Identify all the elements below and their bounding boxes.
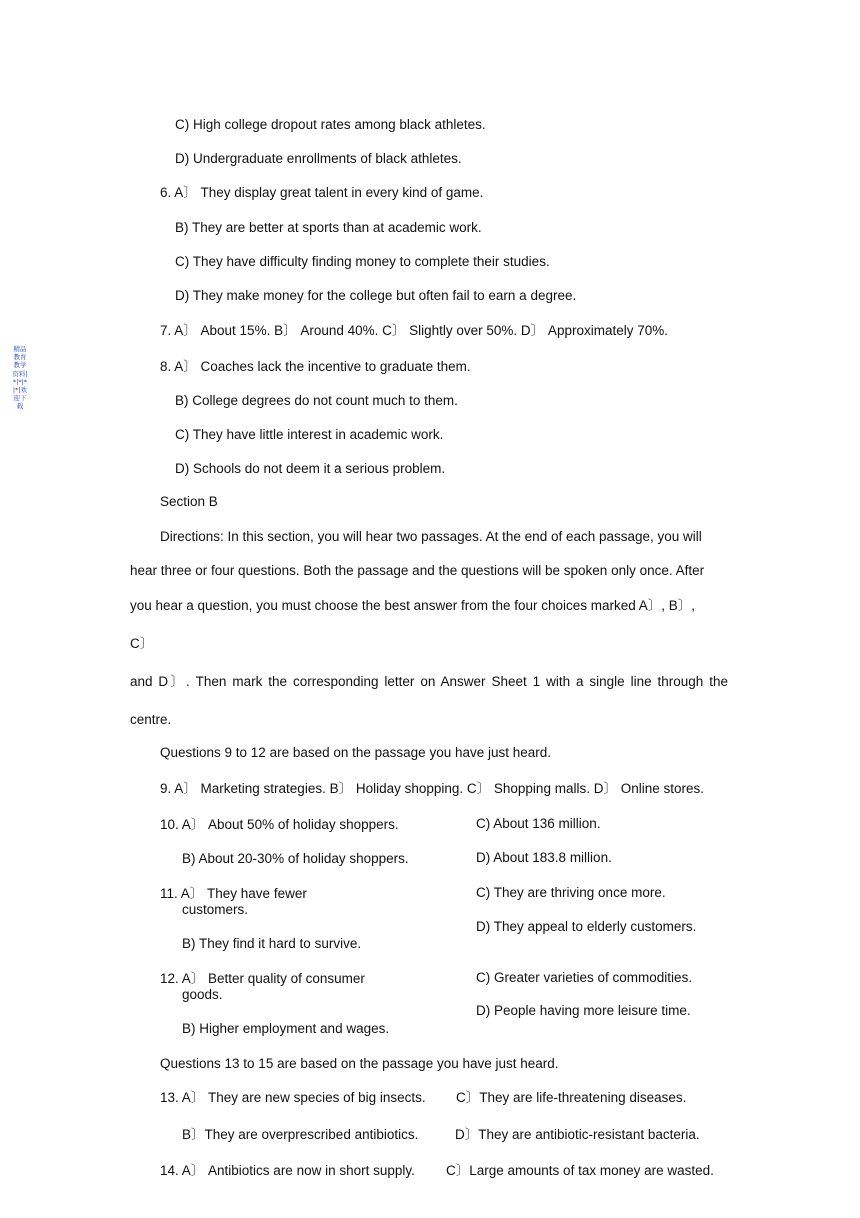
question-5-option-d: D) Undergraduate enrollments of black athletes. (175, 151, 462, 166)
question-11-option-a: 11. A〕 They have fewer customers. (160, 886, 307, 917)
question-8-option-a: 8. A〕 Coaches lack the incentive to graduate them. (160, 359, 471, 374)
directions-line-2: hear three or four questions. Both the passage and the questions will be spoken only once. After (130, 563, 705, 578)
question-8-option-c: C) They have little interest in academic work. (175, 427, 444, 442)
question-12-option-d: D) People having more leisure time. (476, 1003, 691, 1018)
directions-line-4: C〕 (130, 636, 154, 651)
directions-line-3: you hear a question, you must choose the best answer from the four choices marked A〕, B〕, (130, 598, 696, 613)
section-b-heading: Section B (160, 494, 218, 509)
question-6-option-b: B) They are better at sports than at academic work. (175, 220, 482, 235)
sidebar-watermark: 精品教育教学资料|*|*|*|*|欢迎下载 (12, 345, 28, 411)
question-11-option-d: D) They appeal to elderly customers. (476, 919, 697, 934)
question-6-option-d: D) They make money for the college but often fail to earn a degree. (175, 288, 577, 303)
question-7: 7. A〕 About 15%. B〕 Around 40%. C〕 Slightly over 50%. D〕 Approximately 70%. (160, 323, 668, 338)
question-10-option-c: C) About 136 million. (476, 816, 601, 831)
question-13-option-b: B〕They are overprescribed antibiotics. (182, 1127, 419, 1142)
question-10-option-d: D) About 183.8 million. (476, 850, 612, 865)
question-11-option-c: C) They are thriving once more. (476, 885, 666, 900)
question-14-option-a: 14. A〕 Antibiotics are now in short supply. (160, 1163, 415, 1178)
directions-line-5: and D〕. Then mark the corresponding letter on Answer Sheet 1 with a single line through the (130, 674, 728, 689)
question-6-option-a: 6. A〕 They display great talent in every kind of game. (160, 185, 484, 200)
directions-line-6: centre. (130, 712, 172, 727)
question-13-option-d: D〕They are antibiotic-resistant bacteria. (455, 1127, 700, 1142)
question-10-option-b: B) About 20-30% of holiday shoppers. (182, 851, 409, 866)
directions-line-1: Directions: In this section, you will hear two passages. At the end of each passage, you will (160, 529, 702, 544)
question-9: 9. A〕 Marketing strategies. B〕 Holiday shopping. C〕 Shopping malls. D〕 Online stores. (160, 781, 704, 796)
question-12-option-b: B) Higher employment and wages. (182, 1021, 390, 1036)
question-8-option-d: D) Schools do not deem it a serious problem. (175, 461, 446, 476)
questions-13-15-intro: Questions 13 to 15 are based on the passage you have just heard. (160, 1056, 559, 1071)
question-5-option-c: C) High college dropout rates among black athletes. (175, 117, 486, 132)
question-14-option-c: C〕Large amounts of tax money are wasted. (446, 1163, 714, 1178)
question-10-option-a: 10. A〕 About 50% of holiday shoppers. (160, 817, 399, 832)
question-12-option-c: C) Greater varieties of commodities. (476, 970, 693, 985)
question-11-option-b: B) They find it hard to survive. (182, 936, 362, 951)
question-13-option-a: 13. A〕 They are new species of big insects. (160, 1090, 426, 1105)
question-12-option-a: 12. A〕 Better quality of consumer goods. (160, 971, 365, 1002)
question-6-option-c: C) They have difficulty finding money to complete their studies. (175, 254, 550, 269)
questions-9-12-intro: Questions 9 to 12 are based on the passage you have just heard. (160, 745, 552, 760)
question-8-option-b: B) College degrees do not count much to them. (175, 393, 458, 408)
question-13-option-c: C〕They are life-threatening diseases. (456, 1090, 687, 1105)
